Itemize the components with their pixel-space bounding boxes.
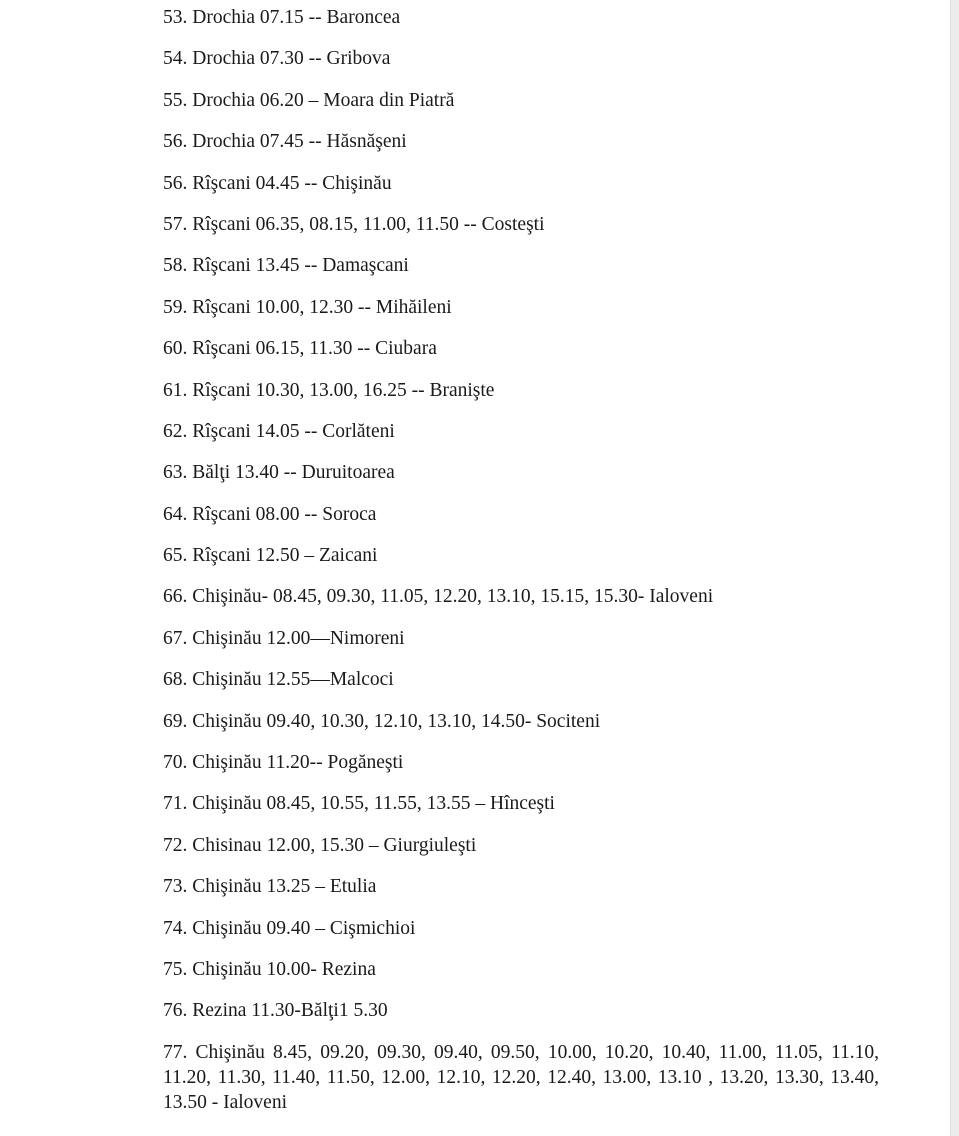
schedule-entry-56-hasnaseni: 56. Drochia 07.45 -- Hăsnăşeni	[163, 131, 407, 153]
schedule-entry-75-rezina: 75. Chişinău 10.00- Rezina	[163, 958, 376, 980]
schedule-entry-53-baroncea: 53. Drochia 07.15 -- Baroncea	[163, 7, 401, 28]
schedule-entry-74-cismichioi: 74. Chişinău 09.40 – Cişmichioi	[163, 917, 416, 939]
schedule-entry-76-rezina-balti: 76. Rezina 11.30-Bălţi1 5.30	[163, 1000, 388, 1022]
schedule-entry-57-costesti: 57. Rîşcani 06.35, 08.15, 11.00, 11.50 -- Costeşti	[163, 213, 545, 235]
schedule-entry-67-nimoreni: 67. Chişinău 12.00—Nimoreni	[163, 627, 405, 649]
schedule-entry-62-corlateni: 62. Rîşcani 14.05 -- Corlăteni	[163, 420, 395, 442]
schedule-entry-70-poganesti: 70. Chişinău 11.20-- Pogăneşti	[163, 752, 404, 774]
schedule-entry-73-etulia: 73. Chişinău 13.25 – Etulia	[163, 876, 377, 898]
schedule-entry-54-gribova: 54. Drochia 07.30 -- Gribova	[163, 48, 391, 70]
schedule-entry-65-zaicani: 65. Rîşcani 12.50 – Zaicani	[163, 545, 378, 567]
schedule-entry-60-ciubara: 60. Rîşcani 06.15, 11.30 -- Ciubara	[163, 338, 437, 360]
schedule-entry-64-soroca: 64. Rîşcani 08.00 -- Soroca	[163, 503, 377, 525]
bus-schedule-list	[163, 5, 903, 1115]
schedule-entry-63-duruitoarea: 63. Bălţi 13.40 -- Duruitoarea	[163, 462, 395, 484]
schedule-entry-61-braniste: 61. Rîşcani 10.30, 13.00, 16.25 -- Branişte	[163, 379, 495, 401]
schedule-entry-59-mihaileni: 59. Rîşcani 10.00, 12.30 -- Mihăileni	[163, 296, 452, 318]
schedule-entry-72-giurgiulesti: 72. Chisinau 12.00, 15.30 – Giurgiuleşti	[163, 834, 477, 856]
schedule-entry-69-sociteni: 69. Chişinău 09.40, 10.30, 12.10, 13.10, 14.50- Sociteni	[163, 710, 601, 732]
schedule-entry-56-chisinau: 56. Rîşcani 04.45 -- Chişinău	[163, 172, 392, 194]
page-edge-divider	[950, 0, 959, 1136]
schedule-entry-55-moara-din-piatra: 55. Drochia 06.20 – Moara din Piatră	[163, 89, 455, 111]
schedule-entry-77-ialoveni: 77. Chişinău 8.45, 09.20, 09.30, 09.40, 09.50, 10.00, 10.20, 10.40, 11.00, 11.05, 11.10, 11.20, 11.30, 11.40, 11.50, 12.00, 12.10, 12.20, 12.40, 13.00, 13.10 , 13.20, 13.30, 13.40, 13.50 - Ialoveni	[163, 1041, 879, 1113]
schedule-entry-58-damascani: 58. Rîşcani 13.45 -- Damaşcani	[163, 255, 409, 277]
schedule-entry-66-ialoveni: 66. Chişinău- 08.45, 09.30, 11.05, 12.20, 13.10, 15.15, 15.30- Ialoveni	[163, 586, 714, 608]
schedule-entry-68-malcoci: 68. Chişinău 12.55—Malcoci	[163, 669, 394, 691]
schedule-entry-71-hincesti: 71. Chişinău 08.45, 10.55, 11.55, 13.55 – Hînceşti	[163, 793, 555, 815]
